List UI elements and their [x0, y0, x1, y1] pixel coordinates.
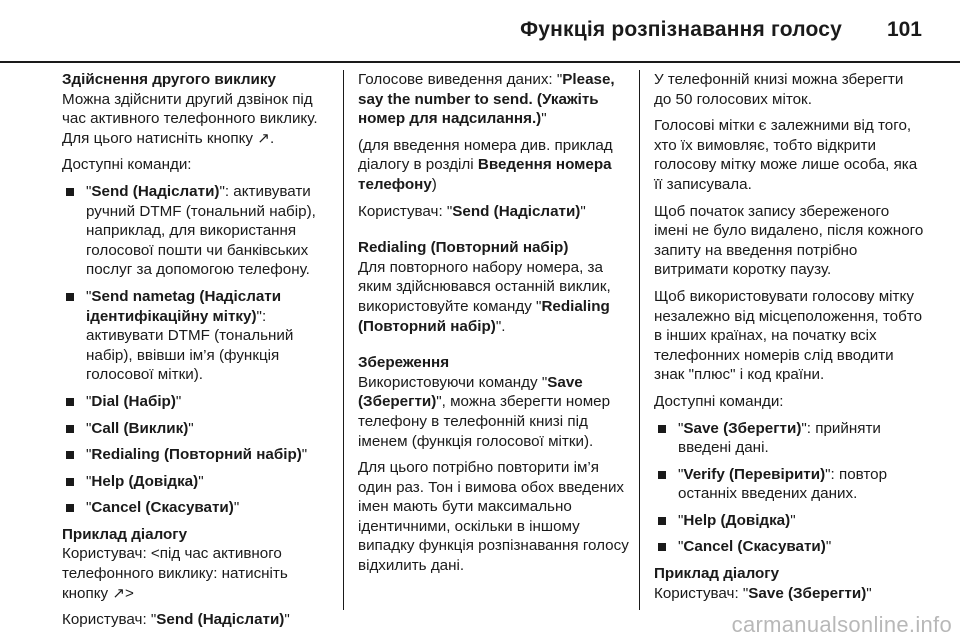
command-list: [654, 419, 924, 558]
paragraph: У телефонній книзі можна зберегти до 50 голосових міток.: [654, 71, 904, 108]
list-item: "Verify (Перевірити)": повтор останніх введених даних.: [654, 465, 924, 504]
page-title: Функція розпізнавання голосу: [520, 18, 842, 41]
paragraph: Використовуючи команду "Save (Зберегти)", можна зберегти номер телефону в телефонній книзі під іменем (функція голосової мітки).: [358, 373, 611, 450]
command-list: [62, 182, 332, 518]
paragraph: Для цього потрібно повторити ім’я один раз. Тон і вимова обох введених імен мають бути максимально ідентичними, оскільки в іншому випадку функція розпізнавання голосу відхилить дані.: [358, 459, 629, 575]
paragraph: Користувач: <під час активного телефонного виклику: натисніть кнопку ↗>: [62, 545, 288, 602]
list-item: "Send (Надіслати)": активувати ручний DTMF (тональний набір), наприклад, для використання голосової пошти чи банківських послуг за допомогою телефону.: [62, 182, 332, 280]
bullet-icon: [658, 471, 666, 479]
bullet-icon: [66, 425, 74, 433]
column-middle: [358, 70, 630, 583]
paragraph: Для повторного набору номера, за яким здійснювався останній виклик, використовуйте команду "Redialing (Повторний набір)".: [358, 258, 611, 335]
paragraph: Голосове виведення даних: "Please, say the number to send. (Укажіть номер для надсилання.)": [358, 71, 615, 128]
bullet-icon: [658, 425, 666, 433]
bullet-icon: [66, 293, 74, 301]
page-number: 101: [886, 18, 922, 41]
paragraph: Доступні команди:: [654, 392, 784, 410]
paragraph: Користувач: "Save (Зберегти)": [654, 584, 872, 602]
list-item: "Cancel (Скасувати)": [654, 537, 924, 557]
paragraph: Доступні команди:: [62, 156, 192, 174]
paragraph: Голосові мітки є залежними від того, хто їх вимовляє, тобто відкрити голосову мітку може лише особа, яка її записувала.: [654, 117, 918, 193]
bullet-icon: [658, 517, 666, 525]
list-item: "Save (Зберегти)": прийняти введені дані.: [654, 419, 924, 458]
bullet-icon: [66, 504, 74, 512]
column-right: [654, 70, 924, 610]
bullet-icon: [658, 543, 666, 551]
column-divider: [639, 70, 640, 610]
list-item: "Send nametag (Надіслати ідентифікаційну мітку)": активувати DTMF (тональний набір), ввівши ім’я (функція голосової мітки).: [62, 287, 332, 385]
paragraph: (для введення номера див. приклад діалогу в розділі Введення номера телефону): [358, 136, 613, 193]
section-heading: Redialing (Повторний набір): [358, 239, 569, 257]
watermark: carmanualsonline.info: [731, 612, 952, 637]
list-item: "Call (Виклик)": [62, 419, 332, 439]
paragraph: Користувач: "Send (Надіслати)": [62, 611, 290, 629]
header-rule: [0, 61, 960, 63]
column-divider: [343, 70, 344, 610]
bullet-icon: [66, 478, 74, 486]
paragraph: Можна здійснити другий дзвінок під час активного телефонного виклику. Для цього натисніть кнопку ↗.: [62, 90, 318, 147]
page-header: [0, 0, 960, 62]
column-left: [62, 70, 332, 637]
bullet-icon: [66, 398, 74, 406]
paragraph: Щоб початок запису збереженого імені не було видалено, після кожного запиту на введення потрібно витримати коротку паузу.: [654, 202, 924, 279]
list-item: "Help (Довідка)": [654, 511, 924, 531]
list-item: "Dial (Набір)": [62, 392, 332, 412]
section-heading: Приклад діалогу: [654, 565, 780, 583]
list-item: "Redialing (Повторний набір)": [62, 445, 332, 465]
section-heading: Здійснення другого виклику: [62, 71, 276, 88]
list-item: "Cancel (Скасувати)": [62, 498, 332, 518]
section-heading: Приклад діалогу: [62, 525, 188, 543]
bullet-icon: [66, 451, 74, 459]
section-heading: Збереження: [358, 354, 450, 372]
bullet-icon: [66, 188, 74, 196]
paragraph: Користувач: "Send (Надіслати)": [358, 202, 586, 220]
paragraph: Щоб використовувати голосову мітку незалежно від місцеположення, тобто в інших країнах, на початку всіх телефонних номерів слід вводити знак "плюс" і код країни.: [654, 287, 923, 384]
list-item: "Help (Довідка)": [62, 472, 332, 492]
